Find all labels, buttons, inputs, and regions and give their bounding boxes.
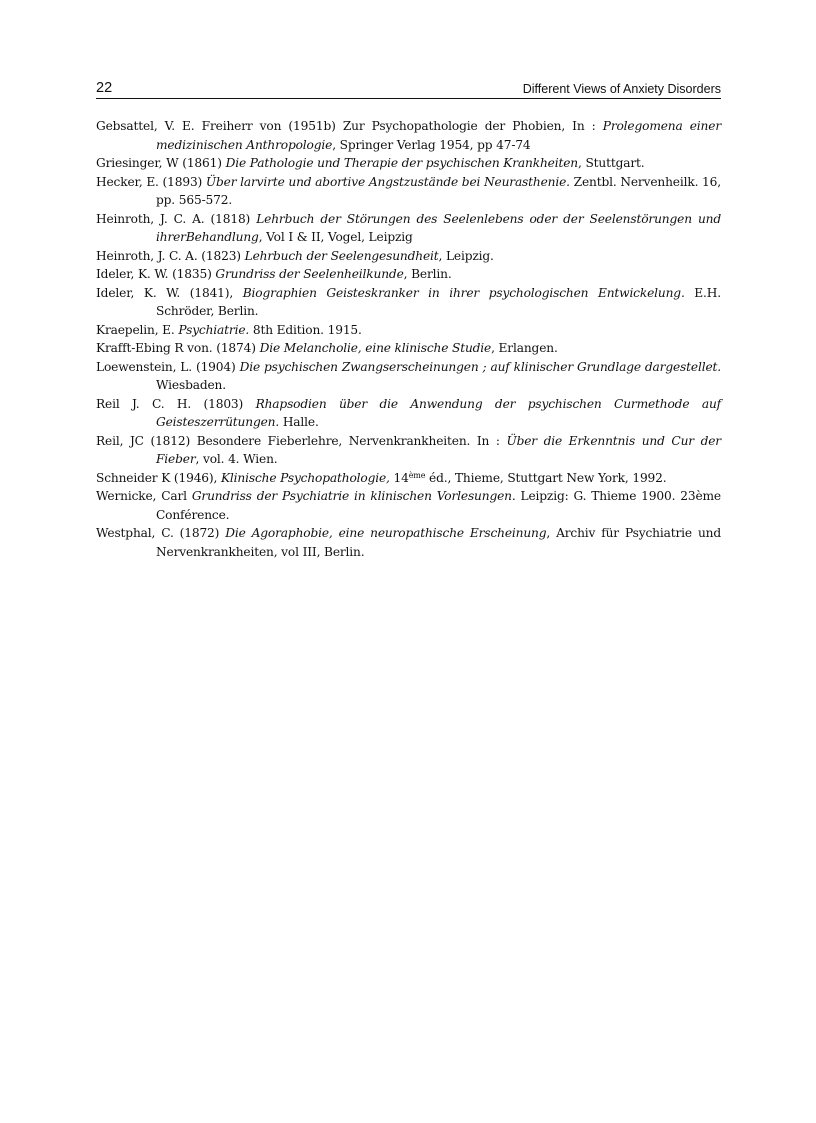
- reference-item: Heinroth, J. C. A. (1818) Lehrbuch der Störungen des Seelenlebens oder der Seelenstörungen und ihrerBehandlung, Vol I & II, Vogel, Leipzig: [96, 211, 721, 244]
- reference-title: Über larvirte und abortive Angstzustände bei Neurasthenie.: [205, 174, 570, 189]
- reference-item: Wernicke, Carl Grundriss der Psychiatrie in klinischen Vorlesungen. Leipzig: G. Thieme 1900. 23ème Conférence.: [96, 489, 721, 522]
- reference-list: [96, 117, 721, 561]
- reference-title: Klinische Psychopathologie,: [220, 470, 390, 485]
- reference-title: Die Pathologie und Therapie der psychischen Krankheiten: [225, 156, 578, 170]
- reference-title: Die psychischen Zwangserscheinungen ; auf klinischer Grundlage dargestellet.: [239, 359, 721, 374]
- page-header: [96, 79, 721, 99]
- reference-title: Grundriss der Seelenheilkunde: [215, 267, 404, 281]
- reference-item: Reil J. C. H. (1803) Rhapsodien über die Anwendung der psychischen Curmethode auf Geisteszerrütungen. Halle.: [96, 396, 722, 429]
- reference-item: Loewenstein, L. (1904) Die psychischen Zwangserscheinungen ; auf klinischer Grundlage dargestellet. Wiesbaden.: [96, 359, 721, 392]
- reference-item: Ideler, K. W. (1835) Grundriss der Seelenheilkunde, Berlin.: [96, 267, 452, 281]
- reference-item: Reil, JC (1812) Besondere Fieberlehre, Nervenkrankheiten. In : Über die Erkenntnis und Cur der Fieber, vol. 4. Wien.: [96, 433, 721, 466]
- reference-title: Lehrbuch der Seelengesundheit: [244, 248, 439, 263]
- reference-item: Griesinger, W (1861) Die Pathologie und Therapie der psychischen Krankheiten, Stuttgart.: [96, 156, 645, 170]
- reference-item: Heinroth, J. C. A. (1823) Lehrbuch der Seelengesundheit, Leipzig.: [96, 248, 494, 263]
- reference-item: Ideler, K. W. (1841), Biographien Geisteskranker in ihrer psychologischen Entwickelung. E.H. Schröder, Berlin.: [96, 285, 721, 318]
- running-title: Different Views of Anxiety Disorders: [522, 82, 721, 96]
- reference-title: Über die Erkenntnis und Cur der Fieber: [156, 433, 721, 466]
- superscript: ème: [408, 470, 426, 480]
- reference-title: Rhapsodien über die Anwendung der psychischen Curmethode auf Geisteszerrütungen.: [156, 396, 722, 429]
- reference-item: Hecker, E. (1893) Über larvirte und abortive Angstzustände bei Neurasthenie. Zentbl. Nervenheilk. 16, pp. 565-572.: [96, 174, 721, 207]
- reference-item: Gebsattel, V. E. Freiherr von (1951b) Zur Psychopathologie der Phobien, In : Prolegomena einer medizinischen Anthropologie, Springer Verlag 1954, pp 47-74: [96, 119, 721, 152]
- reference-title: Biographien Geisteskranker in ihrer psychologischen Entwickelung.: [242, 285, 685, 300]
- reference-title: Grundriss der Psychiatrie in klinischen Vorlesungen.: [191, 489, 516, 503]
- reference-item: Kraepelin, E. Psychiatrie. 8th Edition. 1915.: [96, 322, 362, 337]
- reference-title: Psychiatrie.: [178, 322, 250, 337]
- reference-title: Die Agoraphobie, eine neuropathische Erscheinung: [225, 526, 547, 540]
- reference-title: Die Melancholie, eine klinische Studie: [259, 341, 492, 355]
- reference-item: Krafft-Ebing R von. (1874) Die Melancholie, eine klinische Studie, Erlangen.: [96, 341, 558, 355]
- page-number: 22: [96, 80, 113, 96]
- reference-title: Prolegomena einer medizinischen Anthropologie: [156, 119, 721, 152]
- reference-item: Schneider K (1946), Klinische Psychopathologie, 14ème éd., Thieme, Stuttgart New York, 1992.: [96, 470, 667, 485]
- reference-item: Westphal, C. (1872) Die Agoraphobie, eine neuropathische Erscheinung, Archiv für Psychiatrie und Nervenkrankheiten, vol III, Berlin.: [96, 526, 721, 559]
- reference-title: Lehrbuch der Störungen des Seelenlebens oder der Seelenstörungen und ihrerBehandlung: [156, 211, 721, 244]
